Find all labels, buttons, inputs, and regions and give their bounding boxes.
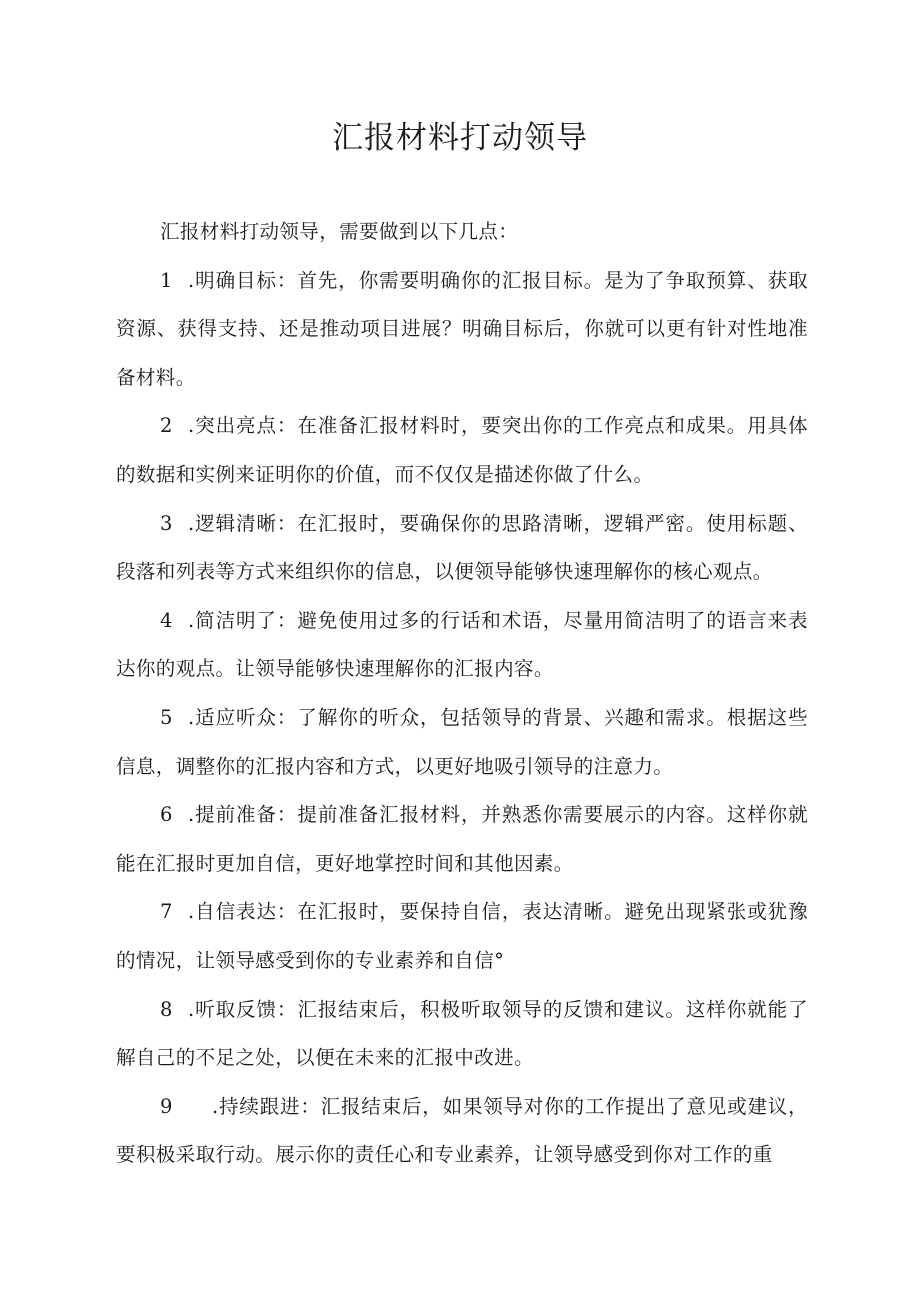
document-body xyxy=(116,208,808,1180)
list-item xyxy=(116,986,808,1083)
item-number: 9 xyxy=(160,1094,173,1118)
item-number: 4 xyxy=(160,608,173,632)
item-text: .提前准备：提前准备汇报材料，并熟悉你需要展示的内容。这样你就能在汇报时更加自信，更好地掌控时间和其他因素。 xyxy=(116,803,808,875)
item-number: 3 xyxy=(160,511,173,535)
list-item xyxy=(116,257,808,403)
item-text: .逻辑清晰：在汇报时，要确保你的思路清晰，逻辑严密。使用标题、段落和列表等方式来组织你的信息，以便领导能够快速理解你的核心观点。 xyxy=(116,511,808,584)
item-number: 6 xyxy=(160,803,173,827)
intro-paragraph: 汇报材料打动领导，需要做到以下几点： xyxy=(160,220,519,243)
item-text: .突出亮点：在准备汇报材料时，要突出你的工作亮点和成果。用具体的数据和实例来证明你的价值，而不仅仅是描述你做了什么。 xyxy=(116,414,808,486)
list-item xyxy=(116,888,808,985)
list-item xyxy=(116,791,808,888)
item-number: 5 xyxy=(160,705,173,729)
document-title: 汇报材料打动领导 xyxy=(332,120,588,156)
list-item xyxy=(116,500,808,597)
item-text: .明确目标：首先，你需要明确你的汇报目标。是为了争取预算、获取资源、获得支持、还是推动项目进展？明确目标后，你就可以更有针对性地准备材料。 xyxy=(116,268,808,389)
item-number: 8 xyxy=(160,997,173,1021)
item-number: 2 xyxy=(160,414,173,438)
list-item xyxy=(116,1083,808,1180)
item-text: .自信表达：在汇报时，要保持自信，表达清晰。避免出现紧张或犹豫的情况，让领导感受到你的专业素养和自信° xyxy=(116,900,808,972)
list-item xyxy=(116,694,808,791)
item-number: 7 xyxy=(160,900,173,924)
list-item xyxy=(116,402,808,499)
item-number: 1 xyxy=(160,268,173,292)
item-text: .听取反馈：汇报结束后，积极听取领导的反馈和建议。这样你就能了解自己的不足之处，以便在未来的汇报中改进。 xyxy=(116,997,808,1070)
list-item xyxy=(116,597,808,694)
item-text: .简洁明了：避免使用过多的行话和术语，尽量用简洁明了的语言来表达你的观点。让领导能够快速理解你的汇报内容。 xyxy=(116,608,808,681)
item-text: .适应听众：了解你的听众，包括领导的背景、兴趣和需求。根据这些信息，调整你的汇报内容和方式，以更好地吸引领导的注意力。 xyxy=(116,705,808,778)
item-text: .持续跟进：汇报结束后，如果领导对你的工作提出了意见或建议，要积极采取行动。展示你的责任心和专业素养，让领导感受到你对工作的重 xyxy=(116,1094,808,1167)
